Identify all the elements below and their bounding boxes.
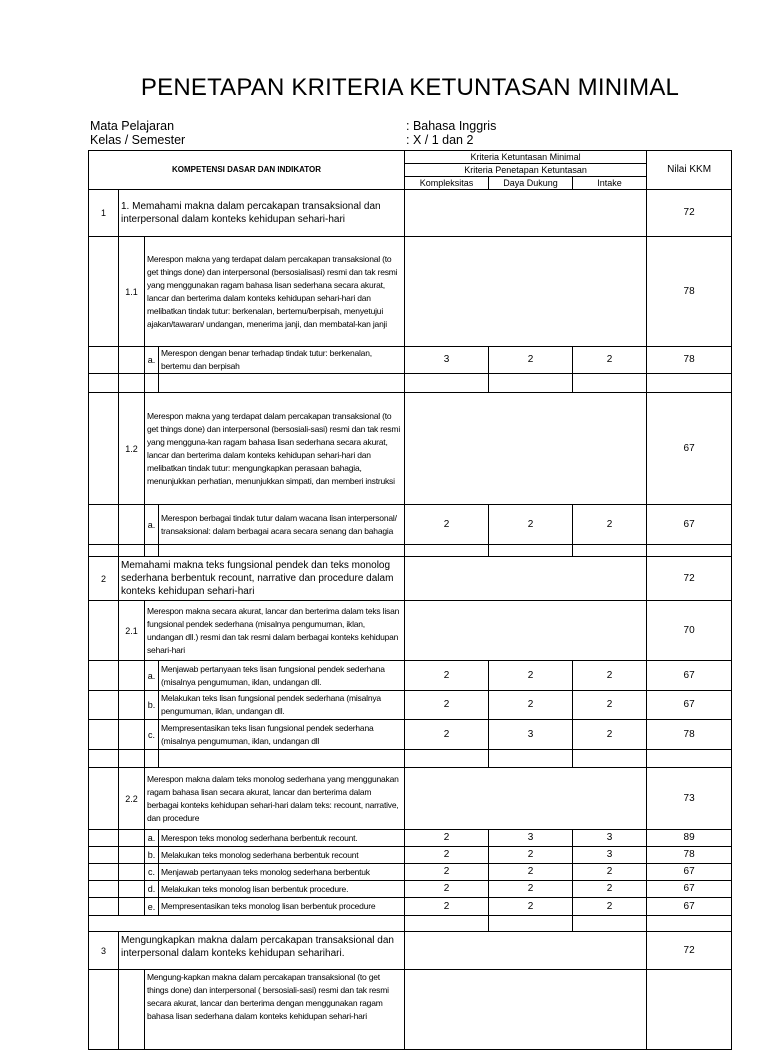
intake-value: 2 [573,661,647,691]
empty-cell [405,237,647,347]
kkm-value: 67 [647,393,732,505]
kkm-value: 70 [647,601,732,661]
item-letter: a. [145,830,159,847]
header-kompleksitas: Kompleksitas [405,177,489,190]
kkm-value: 78 [647,720,732,750]
kkm-value: 67 [647,898,732,916]
indicator-number: 1.2 [119,393,145,505]
empty-cell [119,505,145,545]
row-number: 3 [89,932,119,970]
empty-cell [89,691,119,720]
kompleksitas-value: 2 [405,505,489,545]
empty-cell [119,970,145,1050]
empty-cell [119,661,145,691]
item-text: Merespon teks monolog sederhana berbentuk recount. [159,830,405,847]
empty-cell [119,847,145,864]
header-intake: Intake [573,177,647,190]
intake-value: 2 [573,505,647,545]
daya-dukung-value: 2 [489,505,573,545]
indicator-number: 1.1 [119,237,145,347]
kompleksitas-value: 2 [405,830,489,847]
spacer-row [89,916,732,932]
item-text: Melakukan teks monolog sederhana berbentuk recount [159,847,405,864]
item-text: Mempresentasikan teks monolog lisan berbentuk procedure [159,898,405,916]
kkm-value: 72 [647,932,732,970]
kompleksitas-value: 2 [405,661,489,691]
empty-cell [89,661,119,691]
item-text: Mempresentasikan teks lisan fungsional pendek sederhana (misalnya pengumuman, iklan, undangan dll [159,720,405,750]
daya-dukung-value: 2 [489,691,573,720]
empty-cell [119,691,145,720]
kkm-value: 72 [647,557,732,601]
intake-value: 2 [573,347,647,374]
empty-cell [89,898,119,916]
table-row [89,932,732,970]
spacer-row [89,374,732,393]
kkm-value: 72 [647,190,732,237]
kkm-value: 78 [647,347,732,374]
indicator-number: 2.1 [119,601,145,661]
daya-dukung-value: 2 [489,898,573,916]
item-text: Melakukan teks monolog lisan berbentuk procedure. [159,881,405,898]
kkm-value: 67 [647,864,732,881]
empty-cell [89,847,119,864]
kkm-value: 73 [647,768,732,830]
kkm-value: 67 [647,661,732,691]
indicator-number: 2.2 [119,768,145,830]
table-row [89,768,732,830]
empty-cell [405,601,647,661]
indicator-text: Merespon makna dalam teks monolog sederhana yang menggunakan ragam bahasa lisan secara akurat, lancar dan berterima dalam berbagai konteks kehidupan sehari-hari dalam teks: recount, narrative, dan procedure [145,768,405,830]
item-letter: c. [145,864,159,881]
kkm-value: 89 [647,830,732,847]
empty-cell [119,720,145,750]
meta-labels [90,119,185,147]
intake-value: 3 [573,830,647,847]
kompleksitas-value: 3 [405,347,489,374]
item-text: Merespon dengan benar terhadap tindak tutur: berkenalan, bertemu dan berpisah [159,347,405,374]
intake-value: 2 [573,881,647,898]
empty-cell [89,505,119,545]
empty-cell [89,881,119,898]
kkm-value: 78 [647,237,732,347]
table-row [89,661,732,691]
kompleksitas-value: 2 [405,881,489,898]
kompleksitas-value: 2 [405,720,489,750]
table-row [89,601,732,661]
table-row [89,898,732,916]
empty-cell [89,830,119,847]
empty-cell [89,970,119,1050]
spacer-row [89,545,732,557]
empty-cell [89,347,119,374]
daya-dukung-value: 2 [489,661,573,691]
daya-dukung-value: 3 [489,830,573,847]
table-row [89,190,732,237]
table-row [89,347,732,374]
empty-cell [89,237,119,347]
table-row [89,847,732,864]
empty-cell [119,881,145,898]
kompleksitas-value: 2 [405,864,489,881]
daya-dukung-value: 2 [489,347,573,374]
table-row [89,691,732,720]
indicator-text: Merespon makna yang terdapat dalam percakapan transaksional (to get things done) dan interpersonal (bersosialisasi) resmi dan tak resmi yang menggunakan ragam bahasa lisan sederhana secara akurat, lancar dan berterima dalam konteks kehidupan sehari-hari dan melibatkan tindak tutur: berkenalan, bertemu/berpisah, menyetujui ajakan/tawaran/ undangan, menerima janji, dan membatal-kan janji [145,237,405,347]
empty-cell [89,393,119,505]
table-row [89,864,732,881]
kompleksitas-value: 2 [405,847,489,864]
kkm-table [88,150,732,1050]
table-row [89,830,732,847]
header-nilai: Nilai KKM [647,151,732,190]
header-row [89,151,732,164]
empty-cell [89,601,119,661]
item-letter: a. [145,661,159,691]
kkm-value: 78 [647,847,732,864]
intake-value: 2 [573,898,647,916]
intake-value: 3 [573,847,647,864]
item-text: Menjawab pertanyaan teks lisan fungsional pendek sederhana (misalnya pengumuman, iklan, undangan dll. [159,661,405,691]
empty-cell [119,347,145,374]
table-row [89,720,732,750]
kd-text: Mengungkapkan makna dalam percakapan transaksional dan interpersonal dalam konteks kehidupan seharihari. [119,932,405,970]
empty-cell [405,768,647,830]
empty-cell [89,720,119,750]
item-text: Merespon berbagai tindak tutur dalam wacana lisan interpersonal/ transaksional: dalam berbagai acara secara senang dan bahagia [159,505,405,545]
intake-value: 2 [573,864,647,881]
empty-cell [405,393,647,505]
item-text: Menjawab pertanyaan teks monolog sederhana berbentuk [159,864,405,881]
item-text: Melakukan teks lisan fungsional pendek sederhana (misalnya pengumuman, iklan, undangan dll. [159,691,405,720]
class-value: : X / 1 dan 2 [406,133,474,147]
intake-value: 2 [573,691,647,720]
item-letter: a. [145,505,159,545]
empty-cell [119,864,145,881]
item-letter: a. [145,347,159,374]
empty-cell [405,932,647,970]
spacer-row [89,750,732,768]
daya-dukung-value: 2 [489,864,573,881]
kd-text: Memahami makna teks fungsional pendek dan teks monolog sederhana berbentuk recount, narrative dan procedure dalam konteks kehidupan sehari-hari [119,557,405,601]
item-letter: e. [145,898,159,916]
item-letter: b. [145,691,159,720]
header-kkm-group: Kriteria Ketuntasan Minimal [405,151,647,164]
table-row [89,557,732,601]
kkm-value: 67 [647,691,732,720]
daya-dukung-value: 2 [489,847,573,864]
subject-label: Mata Pelajaran [90,119,175,133]
header-kd: KOMPETENSI DASAR DAN INDIKATOR [89,151,405,190]
empty-cell [405,557,647,601]
table-row [89,237,732,347]
indicator-text: Mengung-kapkan makna dalam percakapan transaksional (to get things done) dan interpersonal ( bersosiali-sasi) resmi dan tak resmi secara akurat, lancar dan berterima dengan menggunakan ragam bahasa lisan sederhana dalam konteks kehidupan sehari-hari [145,970,405,1050]
empty-cell [89,864,119,881]
page-title: PENETAPAN KRITERIA KETUNTASAN MINIMAL [140,74,680,101]
daya-dukung-value: 2 [489,881,573,898]
indicator-text: Merespon makna secara akurat, lancar dan berterima dalam teks lisan fungsional pendek sederhana (misalnya pengumuman, iklan, undangan dll.) resmi dan tak resmi dalam berbagai konteks kehidupan sehari-hari [145,601,405,661]
kompleksitas-value: 2 [405,898,489,916]
table-row [89,505,732,545]
table-row [89,970,732,1050]
row-number: 1 [89,190,119,237]
table-row [89,393,732,505]
item-letter: d. [145,881,159,898]
kkm-value: 67 [647,505,732,545]
subject-value: : Bahasa Inggris [406,119,497,133]
intake-value: 2 [573,720,647,750]
empty-cell [647,970,732,1050]
header-criteria-group: Kriteria Penetapan Ketuntasan [405,164,647,177]
item-letter: c. [145,720,159,750]
empty-cell [405,970,647,1050]
empty-cell [405,190,647,237]
kompleksitas-value: 2 [405,691,489,720]
kkm-value: 67 [647,881,732,898]
class-label: Kelas / Semester [90,133,186,147]
daya-dukung-value: 3 [489,720,573,750]
meta-values [406,119,496,147]
kd-text: 1. Memahami makna dalam percakapan transaksional dan interpersonal dalam konteks kehidupan sehari-hari [119,190,405,237]
header-daya-dukung: Daya Dukung [489,177,573,190]
empty-cell [119,898,145,916]
row-number: 2 [89,557,119,601]
indicator-text: Merespon makna yang terdapat dalam percakapan transaksional (to get things done) dan interpersonal (bersosiali-sasi) resmi dan tak resmi yang mengguna-kan ragam bahasa lisan sederhana secara akurat, lancar dan berterima dalam konteks kehidupan sehari-hari dan melibatkan tindak tutur: mengungkapkan perasaan bahagia, menunjukkan perhatian, menunjukkan simpati, dan memberi instruksi [145,393,405,505]
empty-cell [89,768,119,830]
item-letter: b. [145,847,159,864]
empty-cell [119,830,145,847]
table-row [89,881,732,898]
